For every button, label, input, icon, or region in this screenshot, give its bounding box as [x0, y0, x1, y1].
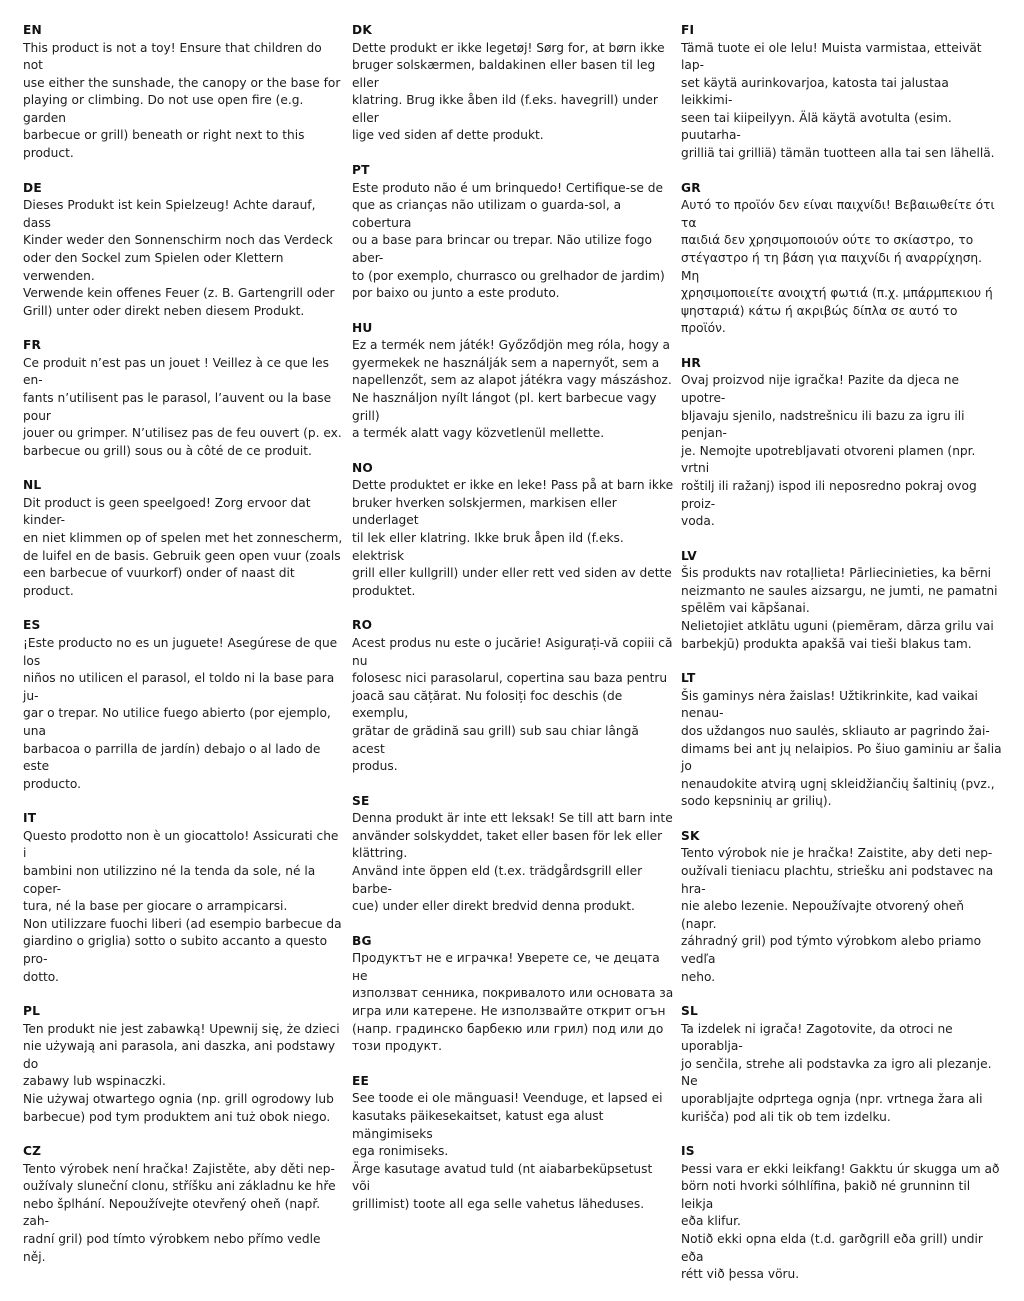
language-code: PL	[23, 1004, 41, 1019]
section-sl	[681, 1003, 1003, 1126]
language-code: FR	[23, 338, 42, 353]
warning-text: Ez a termék nem játék! Győződjön meg róla, hogy a gyermekek ne használják sem a napernyőt, sem a napellenzőt, sem az alapot játékra vagy mászáshoz. Ne használjon nyílt lángot (pl. kert barbecue vagy grill) a termék alatt vagy közvetlenül mellette.	[352, 338, 672, 441]
warning-text: ¡Este producto no es un juguete! Asegúrese de que los niños no utilicen el parasol, el toldo ni la base para ju- gar o trepar. No utilice fuego abierto (por ejemplo, una barbacoa o parrilla de jardín) debajo o al lado de este producto.	[23, 635, 338, 791]
language-code: BG	[352, 933, 372, 948]
section-gr	[681, 180, 1003, 338]
language-code: EE	[352, 1073, 370, 1088]
warning-text: This product is not a toy! Ensure that children do not use either the sunshade, the canopy or the base for playing or climbing. Do not use open fire (e.g. garden barbecue or grill) beneath or right next to this product.	[23, 40, 341, 161]
language-code: PT	[352, 163, 370, 178]
section-bg	[352, 933, 674, 1056]
warning-text: Denna produkt är inte ett leksak! Se till att barn inte använder solskyddet, taket eller basen för lek eller klättring. Använd inte öppen eld (t.ex. trädgårdsgrill eller barbe- cue) under eller direkt bredvid denna produkt.	[352, 811, 673, 914]
section-hu	[352, 320, 674, 443]
section-hr	[681, 355, 1003, 531]
language-code: SL	[681, 1004, 698, 1019]
section-es	[23, 617, 345, 793]
section-lt	[681, 670, 1003, 811]
section-ro	[352, 617, 674, 775]
language-code: HU	[352, 320, 373, 335]
warning-text: Este produto não é um brinquedo! Certifique-se de que as crianças não utilizam o guarda-sol, a cobertura ou a base para brincar ou trepar. Não utilize fogo aber- to (por exemplo, churrasco ou grelhador de jardim) por baixo ou junto a este produto.	[352, 180, 665, 301]
section-se	[352, 793, 674, 916]
warning-text: Tämä tuote ei ole lelu! Muista varmistaa, etteivät lap- set käytä aurinkovarjoa, katosta tai jalustaa leikkimi- seen tai kiipeilyyn. Älä käytä avotulta (esim. puutarha- grilliä tai grilliä) tämän tuotteen alla tai sen lähellä.	[681, 40, 995, 161]
warning-text: Acest produs nu este o jucărie! Asigurați-vă copiii că nu folosesc nici parasolarul, copertina sau baza pentru joacă sau cățărat. Nu folosiți foc deschis (de exemplu, grătar de grădină sau grill) sub sau chiar lângă acest produs.	[352, 635, 673, 774]
section-is	[681, 1143, 1003, 1284]
language-code: SE	[352, 793, 370, 808]
language-code: ES	[23, 618, 41, 633]
section-en	[23, 22, 345, 163]
language-code: FI	[681, 23, 695, 37]
section-cz	[23, 1143, 345, 1266]
warning-text: Dette produktet er ikke en leke! Pass på at barn ikke bruker hverken solskjermen, markisen eller underlaget til lek eller klatring. Ikke bruk åpen ild (f.eks. elektrisk grill eller kullgrill) under eller rett ved siden av dette produktet.	[352, 478, 674, 598]
language-code: EN	[23, 23, 42, 37]
section-ee	[352, 1073, 674, 1214]
warning-text: Þessi vara er ekki leikfang! Gakktu úr skugga um að börn noti hvorki sólhlífina, þakið né grunninn til leikja eða klifur. Notið ekki opna elda (t.d. garðgrill eða grill) undir eða rétt við þessa vöru.	[681, 1161, 1000, 1282]
warning-text: See toode ei ole mänguasi! Veenduge, et lapsed ei kasutaks päikesekaitset, katust ega alust mängimiseks ega ronimiseks. Ärge kasutage avatud tuld (nt aiabarbeküpsetust või grillimist) toote all ega selle vahetus läheduses.	[352, 1091, 663, 1211]
section-sk	[681, 828, 1003, 986]
warning-text: Tento výrobok nie je hračka! Zaistite, aby deti nep- oužívali tieniacu plachtu, striešku ani podstavec na hra- nie alebo lezenie. Nepoužívajte otvorený oheň (napr. záhradný gril) pod týmto výrobkom alebo priamo vedľa neho.	[681, 846, 994, 984]
column-right	[681, 22, 1003, 1301]
section-it	[23, 810, 345, 986]
section-fi	[681, 22, 1003, 163]
warning-text: Dit product is geen speelgoed! Zorg ervoor dat kinder- en niet klimmen op of spelen met het zonnescherm, de luifel en de basis. Gebruik geen open vuur (zoals een barbecue of vuurkorf) onder of naast dit product.	[23, 495, 343, 598]
language-code: DK	[352, 23, 372, 37]
language-code: NO	[352, 460, 373, 475]
warning-text: Ce produit n’est pas un jouet ! Veillez à ce que les en- fants n’utilisent pas le parasol, l’auvent ou la base pour jouer ou grimper. N’utilisez pas de feu ouvert (p. ex. barbecue ou grill) sous ou à côté de ce produit.	[23, 355, 342, 458]
language-code: SK	[681, 828, 700, 843]
language-code: IT	[23, 811, 37, 826]
language-code: DE	[23, 180, 42, 195]
column-left	[23, 22, 345, 1283]
warning-text: Tento výrobek není hračka! Zajistěte, aby děti nep- oužívaly sluneční clonu, stříšku ani základnu ke hře nebo šplhání. Nepoužívejte otevřený oheň (např. zah- radní gril) pod tímto výrobkem nebo přímo vedle něj.	[23, 1161, 336, 1264]
language-code: LV	[681, 548, 697, 563]
language-code: LT	[681, 671, 696, 686]
section-fr	[23, 337, 345, 460]
language-code: RO	[352, 618, 373, 633]
language-code: IS	[681, 1144, 695, 1159]
section-pt	[352, 162, 674, 303]
language-code: GR	[681, 180, 701, 195]
language-code: NL	[23, 478, 42, 493]
language-code: HR	[681, 355, 701, 370]
warning-text: Šis gaminys nėra žaislas! Užtikrinkite, kad vaikai nenau- dos uždangos nuo saulės, skliauto ar pagrindo žai- dimams bei ant jų nelaipios. Po šiuo gaminiu ar šalia jo nenaudokite atvirą ugnį skleidžiančių šaltinių (pvz., sodo kepsninių ar grilių).	[681, 688, 1002, 809]
section-lv	[681, 548, 1003, 653]
section-de	[23, 180, 345, 321]
warning-text: Questo prodotto non è un giocattolo! Assicurati che i bambini non utilizzino né la tenda da sole, né la coper- tura, né la base per giocare o arrampicarsi. Non utilizzare fuochi liberi (ad esempio barbecue da giardino o griglia) sotto o subito accanto a questo pro- dotto.	[23, 828, 342, 984]
section-no	[352, 460, 674, 601]
warning-text: Ta izdelek ni igrača! Zagotovite, da otroci ne uporablja- jo senčila, strehe ali podstavka za igro ali plezanje. Ne uporabljajte odprtega ognja (npr. vrtnega žara ali kurišča) pod ali tik ob tem izdelku.	[681, 1021, 992, 1124]
warning-text: Šis produkts nav rotaļlieta! Pārliecinieties, ka bērni neizmanto ne saules aizsargu, ne jumti, ne pamatni spēlēm vai kāpšanai. Nelietojiet atklātu uguni (piemēram, dārza grilu vai barbekjū) produkta apakšā vai tieši blakus tam.	[681, 566, 998, 651]
warning-text: Ovaj proizvod nije igračka! Pazite da djeca ne upotre- bljavaju sjenilo, nadstrešnicu ili bazu za igru ili penjan- je. Nemojte upotrebljavati otvoreni plamen (npr. vrtni roštilj ili ražanj) ispod ili neposredno pokraj ovog proiz- voda.	[681, 373, 977, 529]
language-code: CZ	[23, 1144, 42, 1159]
warning-text: Dieses Produkt ist kein Spielzeug! Achte darauf, dass Kinder weder den Sonnenschirm noch das Verdeck oder den Sockel zum Spielen oder Klettern verwenden. Verwende kein offenes Feuer (z. B. Gartengrill oder Grill) unter oder direkt neben diesem Produkt.	[23, 198, 335, 318]
column-middle	[352, 22, 674, 1230]
warning-text: Продуктът не е играчка! Уверете се, че децата не използват сенника, покривалото или основата за игра или катерене. Не използвайте открит огън (напр. градинско барбекю или грил) под или до този продукт.	[352, 951, 674, 1054]
warning-text: Αυτό το προϊόν δεν είναι παιχνίδι! Βεβαιωθείτε ότι τα παιδιά δεν χρησιμοποιούν ούτε το σκίαστρο, το στέγαστρο ή τη βάση για παιχνίδι ή αναρρίχηση. Μη χρησιμοποιείτε ανοιχτή φωτιά (π.χ. μπάρμπεκιου ή ψησταριά) κάτω ή ακριβώς δίπλα σε αυτό το προϊόν.	[681, 198, 995, 336]
section-dk	[352, 22, 674, 145]
section-nl	[23, 477, 345, 600]
warning-text: Dette produkt er ikke legetøj! Sørg for, at børn ikke bruger solskærmen, baldakinen eller basen til leg eller klatring. Brug ikke åben ild (f.eks. havegrill) under eller lige ved siden af dette produkt.	[352, 40, 665, 143]
section-pl	[23, 1003, 345, 1126]
warning-text: Ten produkt nie jest zabawką! Upewnij się, że dzieci nie używają ani parasola, ani daszka, ani podstawy do zabawy lub wspinaczki. Nie używaj otwartego ognia (np. grill ogrodowy lub barbecue) pod tym produktem ani tuż obok niego.	[23, 1021, 340, 1124]
